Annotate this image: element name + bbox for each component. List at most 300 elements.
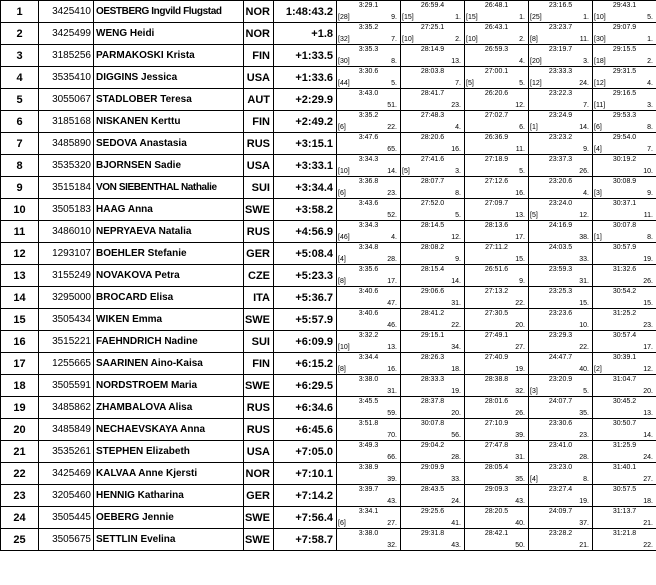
rank-cell: 10 <box>1 199 39 221</box>
split-cell <box>401 265 465 287</box>
split-rank: 2. <box>455 36 461 43</box>
split-time: 27:00.1 <box>484 68 509 75</box>
split-cell <box>529 419 593 441</box>
split-rank: 70. <box>387 432 397 439</box>
split-cell <box>337 463 401 485</box>
fis-code-cell: 3505183 <box>39 199 94 221</box>
split-position: [30] <box>594 36 606 43</box>
split-cell <box>529 287 593 309</box>
split-rank: 9. <box>519 278 525 285</box>
split-time: 3:40.6 <box>358 288 379 295</box>
split-time: 23:25.3 <box>548 288 573 295</box>
split-time: 28:14.5 <box>420 222 445 229</box>
split-time: 23:16.5 <box>548 2 573 9</box>
finish-time-cell: +6:34.6 <box>274 397 337 419</box>
split-time: 27:18.9 <box>484 156 509 163</box>
split-time: 3:45.5 <box>358 398 379 405</box>
split-rank: 1. <box>455 14 461 21</box>
split-time: 3:34.3 <box>358 156 379 163</box>
split-position: [3] <box>530 388 538 395</box>
split-cell <box>337 441 401 463</box>
split-time: 26:51.6 <box>484 266 509 273</box>
split-position: [5] <box>466 80 474 87</box>
rank-cell: 2 <box>1 23 39 45</box>
split-position: [32] <box>338 36 350 43</box>
split-time: 23:37.3 <box>548 156 573 163</box>
table-row <box>1 529 656 551</box>
split-rank: 5. <box>391 80 397 87</box>
split-time: 28:26.3 <box>420 354 445 361</box>
split-time: 31:32.6 <box>612 266 637 273</box>
athlete-name-cell: HAAG Anna <box>94 199 244 221</box>
split-time: 3:35.2 <box>358 24 379 31</box>
nation-cell: USA <box>244 441 274 463</box>
split-time: 3:30.6 <box>358 68 379 75</box>
results-body <box>1 1 656 551</box>
split-cell <box>593 177 656 199</box>
table-row <box>1 375 656 397</box>
split-cell <box>401 155 465 177</box>
finish-time-cell: +3:58.2 <box>274 199 337 221</box>
split-time: 23:23.6 <box>548 310 573 317</box>
athlete-name-cell: NOVAKOVA Petra <box>94 265 244 287</box>
split-time: 28:05.4 <box>484 464 509 471</box>
split-rank: 7. <box>455 80 461 87</box>
rank-cell: 24 <box>1 507 39 529</box>
split-time: 24:47.7 <box>548 354 573 361</box>
split-rank: 27. <box>387 520 397 527</box>
split-time: 28:08.2 <box>420 244 445 251</box>
finish-time-cell: +5:08.4 <box>274 243 337 265</box>
split-cell <box>401 331 465 353</box>
nation-cell: SUI <box>244 331 274 353</box>
split-time: 23:41.0 <box>548 442 573 449</box>
split-rank: 5. <box>583 388 589 395</box>
split-cell <box>337 199 401 221</box>
nation-cell: RUS <box>244 133 274 155</box>
split-rank: 8. <box>391 58 397 65</box>
split-position: [25] <box>530 14 542 21</box>
split-rank: 10. <box>579 322 589 329</box>
split-rank: 40. <box>515 520 525 527</box>
split-rank: 1. <box>519 14 525 21</box>
split-rank: 22. <box>579 344 589 351</box>
split-cell <box>401 221 465 243</box>
split-position: [18] <box>594 58 606 65</box>
split-time: 27:02.7 <box>484 112 509 119</box>
split-cell <box>337 397 401 419</box>
nation-cell: SWE <box>244 375 274 397</box>
split-rank: 3. <box>647 102 653 109</box>
split-cell <box>465 287 529 309</box>
finish-time-cell: +3:15.1 <box>274 133 337 155</box>
split-cell <box>401 375 465 397</box>
split-time: 31:21.8 <box>612 530 637 537</box>
fis-code-cell: 3295000 <box>39 287 94 309</box>
split-time: 30:07.8 <box>420 420 445 427</box>
nation-cell: GER <box>244 243 274 265</box>
finish-time-cell: +1.8 <box>274 23 337 45</box>
split-time: 23:23.0 <box>548 464 573 471</box>
rank-cell: 9 <box>1 177 39 199</box>
split-position: [4] <box>530 476 538 483</box>
split-rank: 12. <box>451 234 461 241</box>
split-cell <box>593 441 656 463</box>
nation-cell: SWE <box>244 507 274 529</box>
split-position: [46] <box>338 234 350 241</box>
split-rank: 39. <box>515 432 525 439</box>
split-time: 23:59.3 <box>548 266 573 273</box>
rank-cell: 17 <box>1 353 39 375</box>
split-rank: 52. <box>387 212 397 219</box>
split-cell <box>593 529 656 551</box>
split-rank: 15. <box>515 256 525 263</box>
split-time: 23:20.9 <box>548 376 573 383</box>
finish-time-cell: +5:23.3 <box>274 265 337 287</box>
split-rank: 43. <box>387 498 397 505</box>
split-time: 30:57.5 <box>612 486 637 493</box>
split-cell <box>593 309 656 331</box>
split-cell <box>337 243 401 265</box>
split-time: 3:40.6 <box>358 310 379 317</box>
athlete-name-cell: BOEHLER Stefanie <box>94 243 244 265</box>
split-rank: 23. <box>643 322 653 329</box>
split-rank: 5. <box>519 168 525 175</box>
split-rank: 13. <box>643 410 653 417</box>
split-rank: 41. <box>451 520 461 527</box>
split-time: 31:25.2 <box>612 310 637 317</box>
split-cell <box>529 177 593 199</box>
split-cell <box>465 441 529 463</box>
split-rank: 24. <box>643 454 653 461</box>
split-rank: 4. <box>647 80 653 87</box>
split-time: 27:48.3 <box>420 112 445 119</box>
split-time: 3:29.1 <box>358 2 379 9</box>
split-position: [1] <box>530 124 538 131</box>
athlete-name-cell: VON SIEBENTHAL Nathalie <box>94 177 244 199</box>
split-rank: 43. <box>515 498 525 505</box>
nation-cell: SWE <box>244 309 274 331</box>
table-row <box>1 221 656 243</box>
split-position: [12] <box>530 80 542 87</box>
split-time: 28:42.1 <box>484 530 509 537</box>
split-cell <box>465 1 529 23</box>
split-rank: 17. <box>387 278 397 285</box>
split-cell <box>465 397 529 419</box>
split-cell <box>529 133 593 155</box>
split-rank: 32. <box>515 388 525 395</box>
fis-code-cell: 3485849 <box>39 419 94 441</box>
split-cell <box>593 221 656 243</box>
split-cell <box>529 67 593 89</box>
split-cell <box>529 111 593 133</box>
fis-code-cell: 3185256 <box>39 45 94 67</box>
athlete-name-cell: PARMAKOSKI Krista <box>94 45 244 67</box>
split-cell <box>337 67 401 89</box>
split-rank: 35. <box>579 410 589 417</box>
split-cell <box>593 419 656 441</box>
split-time: 3:51.8 <box>358 420 379 427</box>
split-rank: 56. <box>451 432 461 439</box>
split-cell <box>465 89 529 111</box>
split-time: 27:12.6 <box>484 178 509 185</box>
split-cell <box>593 133 656 155</box>
split-rank: 13. <box>451 58 461 65</box>
rank-cell: 19 <box>1 397 39 419</box>
table-row <box>1 23 656 45</box>
split-rank: 1. <box>583 14 589 21</box>
split-time: 27:13.2 <box>484 288 509 295</box>
finish-time-cell: +5:57.9 <box>274 309 337 331</box>
split-time: 3:35.3 <box>358 46 379 53</box>
split-cell <box>593 155 656 177</box>
split-rank: 24. <box>579 80 589 87</box>
rank-cell: 16 <box>1 331 39 353</box>
split-cell <box>401 353 465 375</box>
split-rank: 20. <box>451 410 461 417</box>
split-position: [6] <box>338 124 346 131</box>
split-rank: 12. <box>515 102 525 109</box>
rank-cell: 11 <box>1 221 39 243</box>
split-cell <box>401 23 465 45</box>
rank-cell: 20 <box>1 419 39 441</box>
split-time: 3:35.6 <box>358 266 379 273</box>
split-rank: 34. <box>451 344 461 351</box>
nation-cell: NOR <box>244 463 274 485</box>
finish-time-cell: +5:36.7 <box>274 287 337 309</box>
split-cell <box>465 133 529 155</box>
split-rank: 9. <box>455 256 461 263</box>
table-row <box>1 287 656 309</box>
split-cell <box>401 419 465 441</box>
split-position: [12] <box>594 80 606 87</box>
split-rank: 4. <box>583 190 589 197</box>
finish-time-cell: +3:34.4 <box>274 177 337 199</box>
rank-cell: 21 <box>1 441 39 463</box>
athlete-name-cell: NISKANEN Kerttu <box>94 111 244 133</box>
split-cell <box>465 45 529 67</box>
split-cell <box>593 463 656 485</box>
split-rank: 66. <box>387 454 397 461</box>
rank-cell: 15 <box>1 309 39 331</box>
split-rank: 16. <box>387 366 397 373</box>
split-position: [11] <box>594 102 606 109</box>
athlete-name-cell: WIKEN Emma <box>94 309 244 331</box>
split-rank: 43. <box>451 542 461 549</box>
split-cell <box>337 309 401 331</box>
split-cell <box>529 45 593 67</box>
split-rank: 31. <box>579 278 589 285</box>
split-position: [4] <box>338 256 346 263</box>
fis-code-cell: 3185168 <box>39 111 94 133</box>
split-time: 29:25.6 <box>420 508 445 515</box>
rank-cell: 23 <box>1 485 39 507</box>
split-cell <box>465 23 529 45</box>
split-rank: 8. <box>455 190 461 197</box>
split-rank: 21. <box>579 542 589 549</box>
split-rank: 14. <box>451 278 461 285</box>
finish-time-cell: +2:49.2 <box>274 111 337 133</box>
split-cell <box>465 67 529 89</box>
split-time: 30:57.9 <box>612 244 637 251</box>
split-time: 3:38.0 <box>358 376 379 383</box>
split-time: 27:10.9 <box>484 420 509 427</box>
split-time: 28:33.3 <box>420 376 445 383</box>
split-rank: 8. <box>583 476 589 483</box>
split-cell <box>401 529 465 551</box>
split-position: [15] <box>466 14 478 21</box>
split-time: 23:24.0 <box>548 200 573 207</box>
split-cell <box>593 89 656 111</box>
split-time: 28:20.6 <box>420 134 445 141</box>
table-row <box>1 331 656 353</box>
finish-time-cell: +6:15.2 <box>274 353 337 375</box>
rank-cell: 22 <box>1 463 39 485</box>
split-position: [10] <box>338 344 350 351</box>
split-rank: 5. <box>455 212 461 219</box>
split-cell <box>529 397 593 419</box>
split-time: 23:20.6 <box>548 178 573 185</box>
split-rank: 2. <box>647 58 653 65</box>
split-time: 30:45.2 <box>612 398 637 405</box>
split-cell <box>465 309 529 331</box>
split-rank: 1. <box>647 36 653 43</box>
split-rank: 24. <box>451 498 461 505</box>
split-time: 3:35.2 <box>358 112 379 119</box>
fis-code-cell: 3155249 <box>39 265 94 287</box>
split-rank: 7. <box>647 146 653 153</box>
split-cell <box>593 397 656 419</box>
table-row <box>1 485 656 507</box>
athlete-name-cell: BROCARD Elisa <box>94 287 244 309</box>
split-cell <box>465 155 529 177</box>
split-cell <box>465 485 529 507</box>
athlete-name-cell: SETTLIN Evelina <box>94 529 244 551</box>
finish-time-cell: +7:58.7 <box>274 529 337 551</box>
finish-time-cell: +6:29.5 <box>274 375 337 397</box>
split-time: 27:49.1 <box>484 332 509 339</box>
split-cell <box>529 265 593 287</box>
athlete-name-cell: FAEHNDRICH Nadine <box>94 331 244 353</box>
split-rank: 9. <box>647 190 653 197</box>
rank-cell: 4 <box>1 67 39 89</box>
athlete-name-cell: NECHAEVSKAYA Anna <box>94 419 244 441</box>
split-rank: 4. <box>455 124 461 131</box>
split-time: 28:20.5 <box>484 508 509 515</box>
split-position: [6] <box>338 520 346 527</box>
athlete-name-cell: OESTBERG Ingvild Flugstad <box>94 1 244 23</box>
split-time: 29:15.5 <box>612 46 637 53</box>
split-cell <box>593 243 656 265</box>
table-row <box>1 309 656 331</box>
athlete-name-cell: WENG Heidi <box>94 23 244 45</box>
split-position: [3] <box>594 190 602 197</box>
split-rank: 37. <box>579 520 589 527</box>
split-rank: 3. <box>455 168 461 175</box>
split-time: 23:24.9 <box>548 112 573 119</box>
nation-cell: NOR <box>244 23 274 45</box>
split-time: 30:50.7 <box>612 420 637 427</box>
rank-cell: 25 <box>1 529 39 551</box>
table-row <box>1 507 656 529</box>
split-time: 24:16.9 <box>548 222 573 229</box>
split-time: 29:54.0 <box>612 134 637 141</box>
split-cell <box>401 397 465 419</box>
finish-time-cell: +7:14.2 <box>274 485 337 507</box>
table-row <box>1 111 656 133</box>
rank-cell: 13 <box>1 265 39 287</box>
split-time: 26:59.4 <box>420 2 445 9</box>
split-rank: 26. <box>515 410 525 417</box>
split-cell <box>593 331 656 353</box>
split-time: 31:40.1 <box>612 464 637 471</box>
split-rank: 11. <box>579 36 589 43</box>
split-time: 29:15.1 <box>420 332 445 339</box>
split-rank: 16. <box>451 146 461 153</box>
split-rank: 12. <box>579 212 589 219</box>
split-cell <box>593 353 656 375</box>
split-rank: 38. <box>579 234 589 241</box>
split-time: 24:03.5 <box>548 244 573 251</box>
split-time: 27:11.2 <box>485 244 508 251</box>
split-rank: 40. <box>579 366 589 373</box>
split-rank: 32. <box>387 542 397 549</box>
split-rank: 46. <box>387 322 397 329</box>
table-row <box>1 67 656 89</box>
fis-code-cell: 3535410 <box>39 67 94 89</box>
split-cell <box>337 353 401 375</box>
split-time: 29:09.9 <box>420 464 445 471</box>
split-time: 30:37.1 <box>612 200 637 207</box>
split-cell <box>465 199 529 221</box>
split-rank: 4. <box>391 234 397 241</box>
split-rank: 4. <box>519 58 525 65</box>
split-cell <box>337 45 401 67</box>
finish-time-cell: +7:05.0 <box>274 441 337 463</box>
athlete-name-cell: HENNIG Katharina <box>94 485 244 507</box>
athlete-name-cell: ZHAMBALOVA Alisa <box>94 397 244 419</box>
split-time: 23:27.4 <box>548 486 573 493</box>
split-rank: 31. <box>451 300 461 307</box>
split-time: 3:38.9 <box>358 464 379 471</box>
table-row <box>1 265 656 287</box>
split-time: 23:22.3 <box>548 90 573 97</box>
split-rank: 7. <box>391 36 397 43</box>
split-time: 28:07.7 <box>420 178 445 185</box>
table-row <box>1 199 656 221</box>
nation-cell: SWE <box>244 199 274 221</box>
split-rank: 13. <box>387 344 397 351</box>
split-cell <box>337 1 401 23</box>
split-time: 28:01.6 <box>484 398 509 405</box>
split-rank: 33. <box>451 476 461 483</box>
split-time: 24:07.7 <box>548 398 573 405</box>
finish-time-cell: +2:29.9 <box>274 89 337 111</box>
split-time: 28:41.2 <box>420 310 445 317</box>
split-cell <box>529 1 593 23</box>
split-rank: 11. <box>643 212 653 219</box>
split-time: 23:23.2 <box>548 134 573 141</box>
split-time: 31:25.9 <box>612 442 637 449</box>
split-time: 3:49.3 <box>358 442 379 449</box>
split-rank: 23. <box>387 190 397 197</box>
fis-code-cell: 3055067 <box>39 89 94 111</box>
split-time: 29:04.2 <box>420 442 445 449</box>
split-time: 3:32.2 <box>358 332 379 339</box>
split-position: [10] <box>338 168 350 175</box>
finish-time-cell: +6:09.9 <box>274 331 337 353</box>
split-rank: 15. <box>579 300 589 307</box>
